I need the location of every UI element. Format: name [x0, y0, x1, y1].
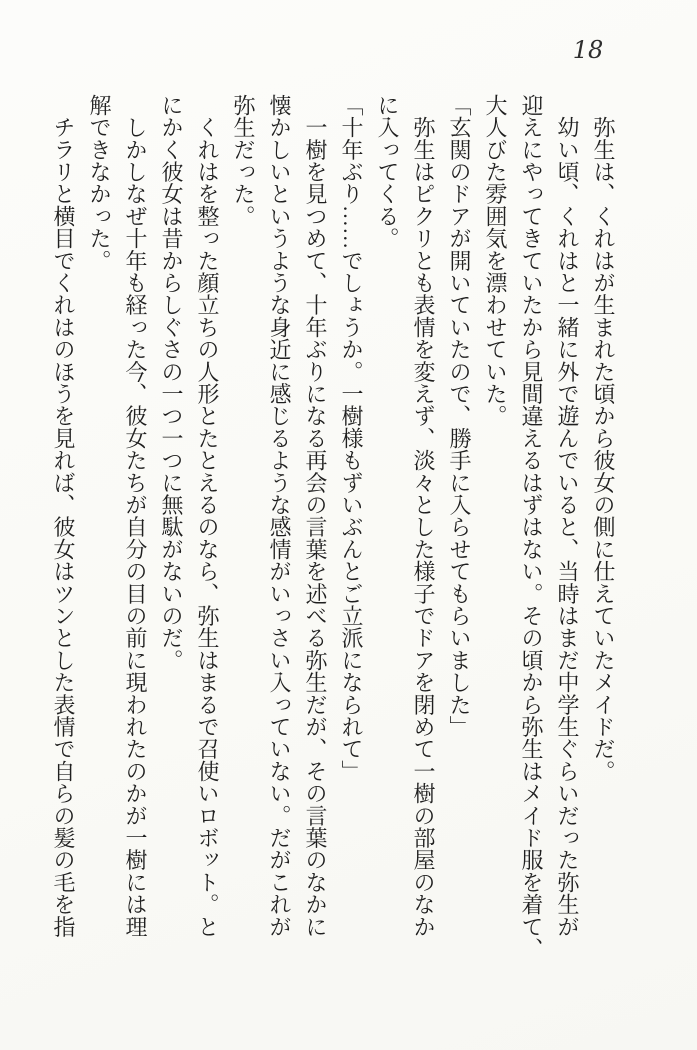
- text-line-7: に入ってくる。: [375, 94, 400, 250]
- text-line-2: 幼い頃、くれはと一緒に外で遊んでいると、当時はまだ中学生ぐらいだった弥生が: [555, 94, 580, 938]
- body-text-block: [45, 94, 621, 978]
- text-line-14: しかしなぜ十年も経った今、彼女たちが自分の目の前に現われたのかが一樹には理: [123, 94, 148, 938]
- page-number: 18: [572, 36, 604, 64]
- text-line-11: 弥生だった。: [231, 94, 256, 228]
- text-line-9: 一樹を見つめて、十年ぶりになる再会の言葉を述べる弥生だが、その言葉のなかに: [303, 94, 328, 938]
- text-line-15: 解できなかった。: [87, 94, 112, 272]
- text-line-6: 弥生はピクリとも表情を変えず、淡々とした様子でドアを閉めて一樹の部屋のなか: [411, 94, 436, 938]
- text-line-4: 大人びた雰囲気を漂わせていた。: [483, 94, 508, 427]
- text-line-12: くれはを整った顔立ちの人形とたとえるのなら、弥生はまるで召使いロボット。と: [195, 94, 220, 938]
- text-line-8: 「十年ぶり……でしょうか。一樹様もずいぶんとご立派になられて」: [339, 94, 364, 783]
- text-line-13: にかく彼女は昔からしぐさの一つ一つに無駄がないのだ。: [159, 94, 184, 672]
- text-line-5: 「玄関のドアが開いていたので、勝手に入らせてもらいました」: [447, 94, 472, 738]
- text-line-3: 迎えにやってきていたから見間違えるはずはない。その頃から弥生はメイド服を着て、: [519, 94, 544, 960]
- text-line-1: 弥生は、くれはが生まれた頃から彼女の側に仕えていたメイドだ。: [591, 94, 616, 783]
- text-line-16: チラリと横目でくれはのほうを見れば、彼女はツンとした表情で自らの髪の毛を指: [51, 94, 76, 938]
- text-line-10: 懐かしいというような身近に感じるような感情がいっさい入っていない。だがこれが: [267, 94, 292, 938]
